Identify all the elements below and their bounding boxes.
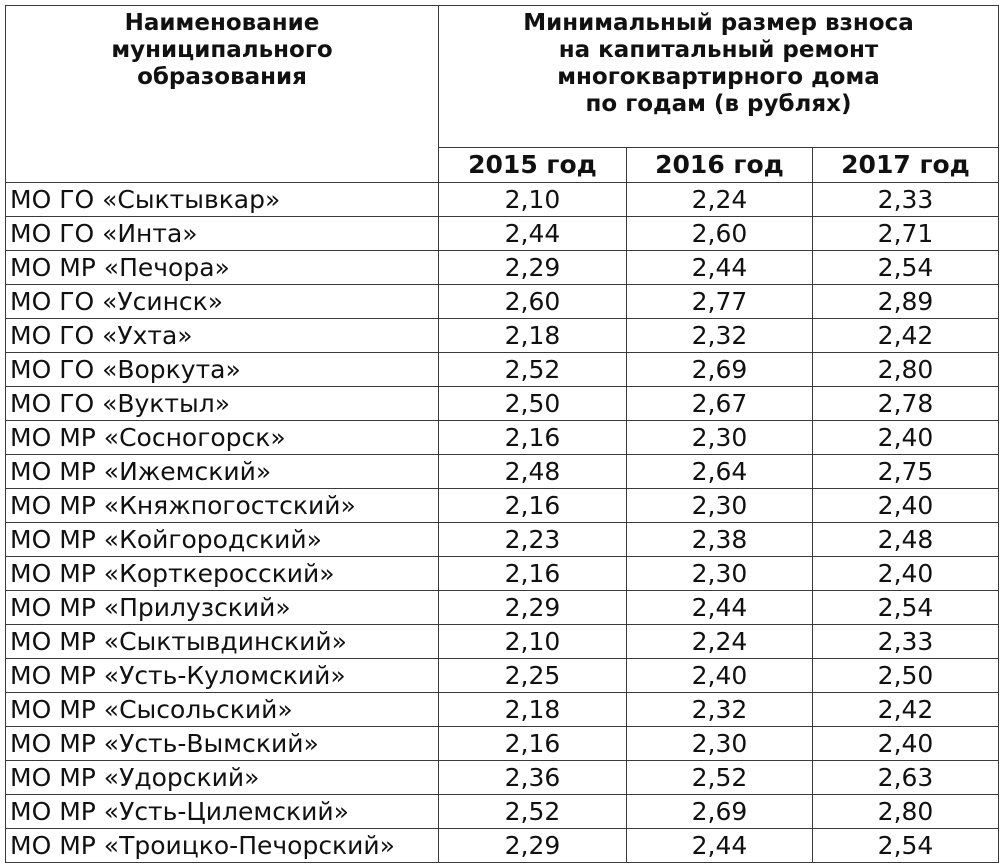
table-row <box>6 421 999 455</box>
fee-2016-cell: 2,30 <box>627 489 813 523</box>
fee-2017-cell: 2,33 <box>813 183 999 217</box>
fee-header-line: по годам (в рублях) <box>585 91 852 117</box>
table-row <box>6 761 999 795</box>
municipality-name-cell: МО МР «Койгородский» <box>6 523 439 557</box>
fee-2017-cell: 2,40 <box>813 489 999 523</box>
table-row <box>6 285 999 319</box>
fee-2017-cell: 2,71 <box>813 217 999 251</box>
municipality-header-line: муниципального <box>111 37 333 63</box>
fee-2015-cell: 2,16 <box>439 489 627 523</box>
fee-2016-cell: 2,30 <box>627 557 813 591</box>
fee-2016-cell: 2,64 <box>627 455 813 489</box>
municipality-header-line: Наименование <box>124 10 320 36</box>
table-row <box>6 659 999 693</box>
fee-2016-cell: 2,44 <box>627 829 813 863</box>
fee-2017-cell: 2,40 <box>813 727 999 761</box>
fee-2016-cell: 2,32 <box>627 319 813 353</box>
fee-2015-cell: 2,44 <box>439 217 627 251</box>
fee-2015-cell: 2,36 <box>439 761 627 795</box>
fee-2015-cell: 2,10 <box>439 625 627 659</box>
municipality-name-cell: МО ГО «Сыктывкар» <box>6 183 439 217</box>
table-row <box>6 557 999 591</box>
table-row <box>6 319 999 353</box>
table-row <box>6 693 999 727</box>
fee-2015-cell: 2,52 <box>439 795 627 829</box>
fee-2017-cell: 2,50 <box>813 659 999 693</box>
municipality-name-cell: МО ГО «Усинск» <box>6 285 439 319</box>
table-row <box>6 353 999 387</box>
fee-2017-cell: 2,54 <box>813 591 999 625</box>
fee-2016-cell: 2,32 <box>627 693 813 727</box>
fee-2016-cell: 2,24 <box>627 625 813 659</box>
fee-2016-cell: 2,67 <box>627 387 813 421</box>
municipality-name-cell: МО ГО «Воркута» <box>6 353 439 387</box>
fee-2016-cell: 2,38 <box>627 523 813 557</box>
fee-2015-cell: 2,16 <box>439 727 627 761</box>
table-row <box>6 455 999 489</box>
fee-2015-cell: 2,29 <box>439 251 627 285</box>
table-row <box>6 829 999 863</box>
municipality-name-cell: МО МР «Ижемский» <box>6 455 439 489</box>
municipality-name-cell: МО МР «Сосногорск» <box>6 421 439 455</box>
table-row <box>6 591 999 625</box>
fee-2015-cell: 2,52 <box>439 353 627 387</box>
fee-2016-cell: 2,44 <box>627 251 813 285</box>
fee-2017-cell: 2,54 <box>813 829 999 863</box>
fee-2017-cell: 2,89 <box>813 285 999 319</box>
municipality-header-line: образования <box>137 64 307 90</box>
fee-2015-cell: 2,25 <box>439 659 627 693</box>
table-row <box>6 251 999 285</box>
fee-2017-cell: 2,42 <box>813 319 999 353</box>
table-body <box>6 183 999 863</box>
fee-2017-cell: 2,80 <box>813 353 999 387</box>
fee-2016-cell: 2,69 <box>627 353 813 387</box>
table-row <box>6 183 999 217</box>
fee-2016-cell: 2,40 <box>627 659 813 693</box>
fee-2017-cell: 2,78 <box>813 387 999 421</box>
fee-2017-cell: 2,80 <box>813 795 999 829</box>
municipality-name-cell: МО МР «Прилузский» <box>6 591 439 625</box>
table-row <box>6 625 999 659</box>
year-header-2016: 2016 год <box>627 148 813 183</box>
fee-2016-cell: 2,77 <box>627 285 813 319</box>
fee-2016-cell: 2,69 <box>627 795 813 829</box>
table-row <box>6 727 999 761</box>
fee-2016-cell: 2,30 <box>627 421 813 455</box>
fee-2017-cell: 2,40 <box>813 421 999 455</box>
municipality-name-cell: МО МР «Усть-Куломский» <box>6 659 439 693</box>
fee-header <box>439 6 999 148</box>
table-row <box>6 795 999 829</box>
header-row-top <box>6 6 999 148</box>
fee-2015-cell: 2,48 <box>439 455 627 489</box>
fee-2015-cell: 2,18 <box>439 693 627 727</box>
municipality-name-cell: МО МР «Удорский» <box>6 761 439 795</box>
table-row <box>6 387 999 421</box>
municipality-name-cell: МО ГО «Ухта» <box>6 319 439 353</box>
table-row <box>6 523 999 557</box>
fee-2015-cell: 2,60 <box>439 285 627 319</box>
municipality-name-cell: МО МР «Корткеросский» <box>6 557 439 591</box>
year-header-2017: 2017 год <box>813 148 999 183</box>
municipality-name-cell: МО ГО «Инта» <box>6 217 439 251</box>
fee-2015-cell: 2,18 <box>439 319 627 353</box>
fee-2017-cell: 2,54 <box>813 251 999 285</box>
fee-2015-cell: 2,10 <box>439 183 627 217</box>
fee-header-line: на капитальный ремонт <box>558 37 879 63</box>
municipality-name-cell: МО МР «Княжпогостский» <box>6 489 439 523</box>
fee-2017-cell: 2,63 <box>813 761 999 795</box>
year-header-2015: 2015 год <box>439 148 627 183</box>
municipality-header <box>6 6 439 183</box>
fee-2017-cell: 2,42 <box>813 693 999 727</box>
fee-2016-cell: 2,60 <box>627 217 813 251</box>
municipality-name-cell: МО МР «Печора» <box>6 251 439 285</box>
fee-2016-cell: 2,30 <box>627 727 813 761</box>
fee-header-line: многоквартирного дома <box>557 64 880 90</box>
fee-2016-cell: 2,24 <box>627 183 813 217</box>
table-row <box>6 217 999 251</box>
fee-2015-cell: 2,16 <box>439 421 627 455</box>
fee-header-line: Минимальный размер взноса <box>523 10 914 36</box>
fee-2017-cell: 2,75 <box>813 455 999 489</box>
fee-2015-cell: 2,29 <box>439 591 627 625</box>
fee-table <box>5 5 999 863</box>
municipality-name-cell: МО МР «Троицко-Печорский» <box>6 829 439 863</box>
fee-2017-cell: 2,40 <box>813 557 999 591</box>
table-row <box>6 489 999 523</box>
fee-2015-cell: 2,23 <box>439 523 627 557</box>
municipality-name-cell: МО МР «Усть-Цилемский» <box>6 795 439 829</box>
fee-2017-cell: 2,33 <box>813 625 999 659</box>
fee-2015-cell: 2,29 <box>439 829 627 863</box>
fee-2017-cell: 2,48 <box>813 523 999 557</box>
municipality-name-cell: МО МР «Сыктывдинский» <box>6 625 439 659</box>
fee-2016-cell: 2,44 <box>627 591 813 625</box>
fee-2015-cell: 2,16 <box>439 557 627 591</box>
municipality-name-cell: МО МР «Усть-Вымский» <box>6 727 439 761</box>
municipality-name-cell: МО ГО «Вуктыл» <box>6 387 439 421</box>
municipality-name-cell: МО МР «Сысольский» <box>6 693 439 727</box>
fee-2015-cell: 2,50 <box>439 387 627 421</box>
fee-2016-cell: 2,52 <box>627 761 813 795</box>
